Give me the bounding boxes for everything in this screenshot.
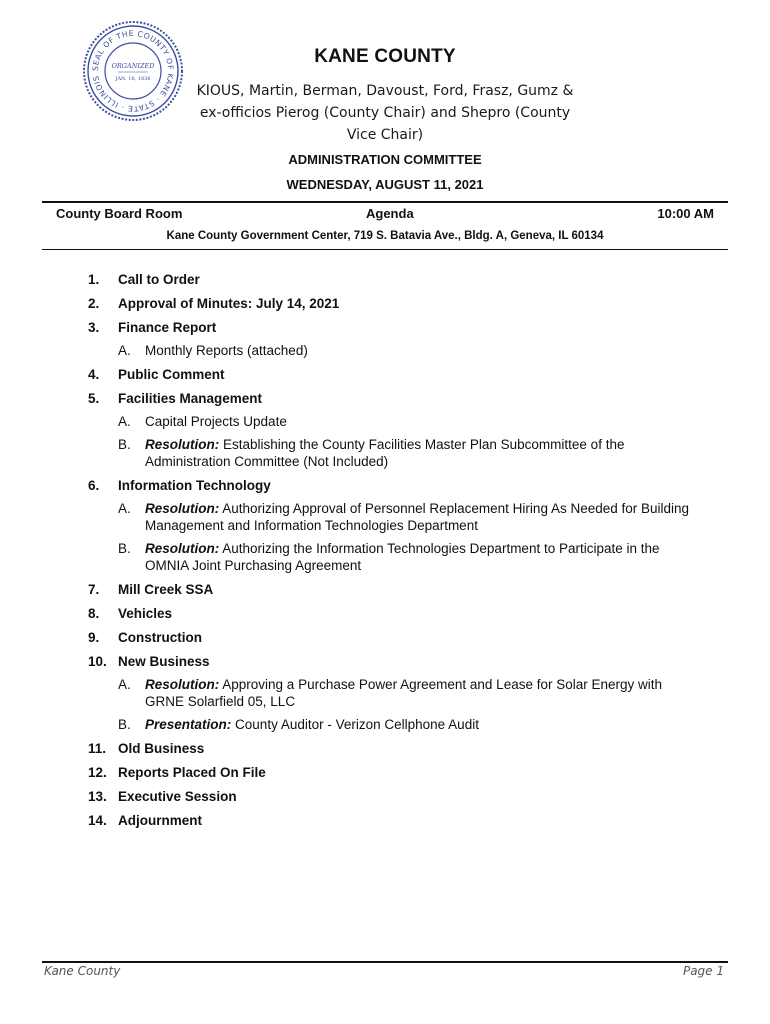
agenda-item-number: 11.: [88, 741, 107, 756]
agenda-item-title: Vehicles: [118, 606, 173, 621]
footer-divider: [42, 961, 728, 963]
agenda-item-title: Mill Creek SSA: [118, 582, 214, 597]
agenda-subitem: [88, 540, 698, 574]
meeting-address: Kane County Government Center, 719 S. Batavia Ave., Bldg. A, Geneva, IL 60134: [166, 230, 604, 242]
agenda-subitem-letter: B.: [118, 717, 131, 732]
agenda-item: [88, 295, 698, 312]
agenda-item: [88, 740, 698, 757]
agenda-item-number: 3.: [88, 320, 100, 335]
agenda-item-number: 13.: [88, 789, 107, 804]
agenda-item-title: Call to Order: [118, 272, 200, 287]
agenda-item-title: Finance Report: [118, 320, 217, 335]
agenda-item-title: Reports Placed On File: [118, 765, 266, 780]
agenda-subitem-type: Resolution:: [145, 677, 220, 692]
agenda-label: Agenda: [366, 206, 414, 221]
agenda-item: [88, 812, 698, 829]
agenda-item: [88, 477, 698, 494]
agenda-item: [88, 605, 698, 622]
agenda-item: [88, 390, 698, 407]
agenda-subitem-text: Monthly Reports (attached): [145, 343, 308, 358]
agenda-subitem: [88, 500, 698, 534]
meeting-time: 10:00 AM: [657, 206, 714, 221]
agenda-item-number: 7.: [88, 582, 100, 597]
county-title: KANE COUNTY: [314, 46, 456, 67]
agenda-item: [88, 788, 698, 805]
meeting-info-row: [56, 206, 714, 224]
agenda-subitem-text: Approving a Purchase Power Agreement and Lease for Solar Energy with GRNE Solarfield 05, LLC: [145, 677, 663, 709]
agenda-item-title: New Business: [118, 654, 210, 669]
agenda-item: [88, 764, 698, 781]
meeting-location: County Board Room: [56, 206, 183, 221]
committee-members: [170, 80, 600, 146]
members-line-1: KIOUS, Martin, Berman, Davoust, Ford, Frasz, Gumz &: [196, 83, 574, 99]
svg-text:JAN. 16, 1836: JAN. 16, 1836: [115, 76, 151, 82]
agenda-subitem-text: Establishing the County Facilities Master Plan Subcommittee of the Administration Committee (Not Included): [145, 437, 625, 469]
agenda-subitem-letter: B.: [118, 541, 131, 556]
footer-county: Kane County: [44, 964, 121, 978]
members-line-2: ex-officios Pierog (County Chair) and Shepro (County: [199, 105, 571, 121]
agenda-subitem-letter: A.: [118, 343, 131, 358]
info-divider: [42, 249, 728, 250]
agenda-item-number: 2.: [88, 296, 100, 311]
members-line-3: Vice Chair): [346, 127, 424, 143]
agenda-subitem: [88, 436, 698, 470]
agenda-item-number: 8.: [88, 606, 100, 621]
agenda-subitem-type: Presentation:: [145, 717, 232, 732]
agenda-subitem-letter: A.: [118, 501, 131, 516]
header-divider: [42, 201, 728, 203]
agenda-item-title: Information Technology: [118, 478, 271, 493]
agenda-item-title: Old Business: [118, 741, 205, 756]
agenda-item: [88, 319, 698, 336]
agenda-item-title: Approval of Minutes: July 14, 2021: [118, 296, 340, 311]
agenda-item-number: 14.: [88, 813, 107, 828]
agenda-item: [88, 581, 698, 598]
agenda-item-number: 1.: [88, 272, 100, 287]
agenda-subitem-text: Capital Projects Update: [145, 414, 287, 429]
agenda-item-title: Executive Session: [118, 789, 237, 804]
agenda-item: [88, 653, 698, 670]
agenda-item: [88, 271, 698, 288]
agenda-subitem: [88, 676, 698, 710]
agenda-subitem-text: County Auditor - Verizon Cellphone Audit: [235, 717, 479, 732]
agenda-item-title: Construction: [118, 630, 202, 645]
agenda-item-title: Facilities Management: [118, 391, 263, 406]
agenda-subitem-letter: A.: [118, 677, 131, 692]
agenda-item-number: 4.: [88, 367, 100, 382]
agenda-subitem-type: Resolution:: [145, 501, 220, 516]
agenda-item-title: Adjournment: [118, 813, 202, 828]
agenda-subitem-type: Resolution:: [145, 437, 220, 452]
agenda-item: [88, 366, 698, 383]
svg-text:SEAL OF THE COUNTY OF KANE · S: SEAL OF THE COUNTY OF KANE · STATE · ILLINOIS: [90, 28, 176, 114]
committee-name: ADMINISTRATION COMMITTEE: [288, 152, 482, 167]
agenda-subitem: [88, 413, 698, 430]
svg-text:ORGANIZED: ORGANIZED: [111, 62, 155, 70]
agenda-list: [88, 271, 698, 836]
agenda-item-title: Public Comment: [118, 367, 225, 382]
agenda-subitem-letter: A.: [118, 414, 131, 429]
agenda-item-number: 6.: [88, 478, 100, 493]
agenda-subitem: [88, 716, 698, 733]
meeting-date: WEDNESDAY, AUGUST 11, 2021: [286, 177, 484, 192]
agenda-subitem-type: Resolution:: [145, 541, 220, 556]
agenda-item-number: 10.: [88, 654, 107, 669]
agenda-item-number: 12.: [88, 765, 107, 780]
footer-page-number: Page 1: [682, 964, 724, 978]
agenda-subitem: [88, 342, 698, 359]
agenda-item: [88, 629, 698, 646]
agenda-subitem-letter: B.: [118, 437, 131, 452]
agenda-subitem-text: Authorizing the Information Technologies Department to Participate in the OMNIA Joint Purchasing Agreement: [145, 541, 660, 573]
agenda-item-number: 5.: [88, 391, 100, 406]
agenda-item-number: 9.: [88, 630, 100, 645]
county-seal-logo: [82, 20, 184, 122]
agenda-subitem-text: Authorizing Approval of Personnel Replacement Hiring As Needed for Building Management and Information Technologies Department: [145, 501, 690, 533]
